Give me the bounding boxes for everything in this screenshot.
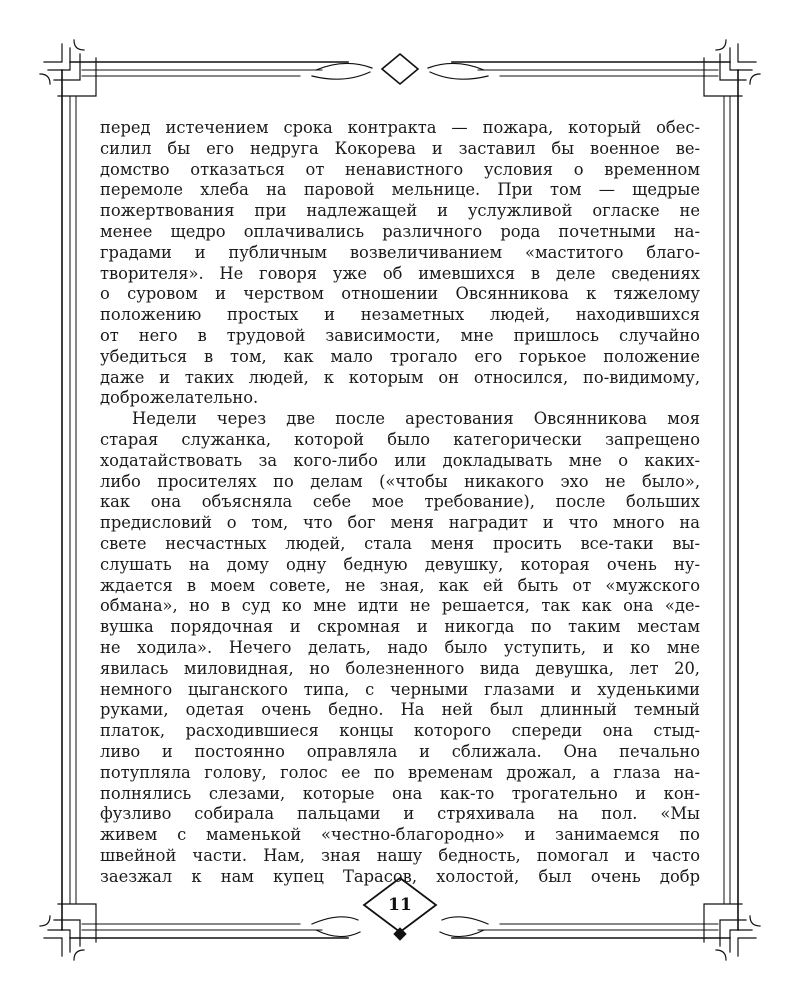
text-line: заезжал к нам купец Тарасов, холостой, был очень добр: [100, 866, 700, 886]
text-line: пожертвования при надлежащей и услужливой огласке не: [100, 201, 700, 221]
text-line: обмана», но в суд ко мне идти не решается, так как она «де-: [100, 596, 700, 616]
text-line: явилась миловидная, но болезненного вида девушка, лет 20,: [100, 658, 700, 678]
text-line: предисловий о том, что бог меня наградит и что много на: [100, 513, 700, 533]
text-line: доброжелательно.: [100, 388, 259, 408]
text-line: менее щедро оплачивались различного рода почетными на-: [100, 221, 700, 241]
text-line: даже и таких людей, к которым он относился, по-видимому,: [100, 367, 700, 387]
text-line: творителя». Не говоря уже об имевшихся в деле сведениях: [100, 263, 700, 283]
text-line: перед истечением срока контракта — пожара, который обес-: [100, 118, 700, 137]
text-line: Недели через две после арестования Овсянникова моя: [132, 409, 700, 429]
text-line: фузливо собирала пальцами и стряхивала на пол. «Мы: [100, 804, 700, 824]
page-number: 11: [388, 895, 412, 915]
text-line: руками, одетая очень бедно. На ней был длинный темный: [100, 700, 700, 720]
text-line: живем с маменькой «честно-благородно» и занимаемся по: [100, 825, 700, 845]
text-line: не ходила». Нечего делать, надо было уступить, и ко мне: [100, 637, 700, 657]
text-line: слушать на дому одну бедную девушку, которая очень ну-: [100, 554, 700, 574]
body-text: [100, 118, 700, 887]
text-line: старая служанка, которой было категорически запрещено: [100, 429, 700, 449]
text-line: полнялись слезами, которые она как-то трогательно и кон-: [100, 783, 700, 803]
text-line: вушка порядочная и скромная и никогда по таким местам: [100, 617, 700, 637]
text-line: силил бы его недруга Кокорева и заставил бы военное ве-: [100, 138, 700, 158]
text-line: как она объясняла себе мое требование), после больших: [100, 492, 700, 512]
text-line: градами и публичным возвеличиванием «маститого благо-: [100, 242, 700, 262]
text-line: убедиться в том, как мало трогало его горькое положение: [100, 346, 700, 366]
text-line: ливо и постоянно оправляла и сближала. Она печально: [100, 741, 700, 761]
text-line: перемоле хлеба на паровой мельнице. При том — щедрые: [100, 180, 700, 200]
text-line: ждается в моем совете, не зная, как ей быть от «мужского: [100, 575, 700, 595]
text-line: о суровом и черством отношении Овсянникова к тяжелому: [100, 284, 700, 304]
text-line: платок, расходившиеся концы которого спереди она стыд-: [100, 721, 700, 741]
text-line: ходатайствовать за кого-либо или докладывать мне о каких-: [100, 450, 700, 470]
text-line: либо просителях по делам («чтобы никакого эхо не было»,: [100, 471, 700, 491]
text-line: свете несчастных людей, стала меня просить все-таки вы-: [100, 533, 700, 553]
text-line: потупляла голову, голос ее по временам дрожал, а глаза на-: [100, 762, 700, 782]
text-line: от него в трудовой зависимости, мне пришлось случайно: [100, 325, 700, 345]
text-line: домство отказаться от ненавистного условия о временном: [100, 159, 700, 179]
text-line: швейной части. Нам, зная нашу бедность, помогал и часто: [100, 845, 700, 865]
text-line: положению простых и незаметных людей, находившихся: [100, 305, 700, 325]
text-line: немного цыганского типа, с черными глазами и худенькими: [100, 679, 700, 699]
